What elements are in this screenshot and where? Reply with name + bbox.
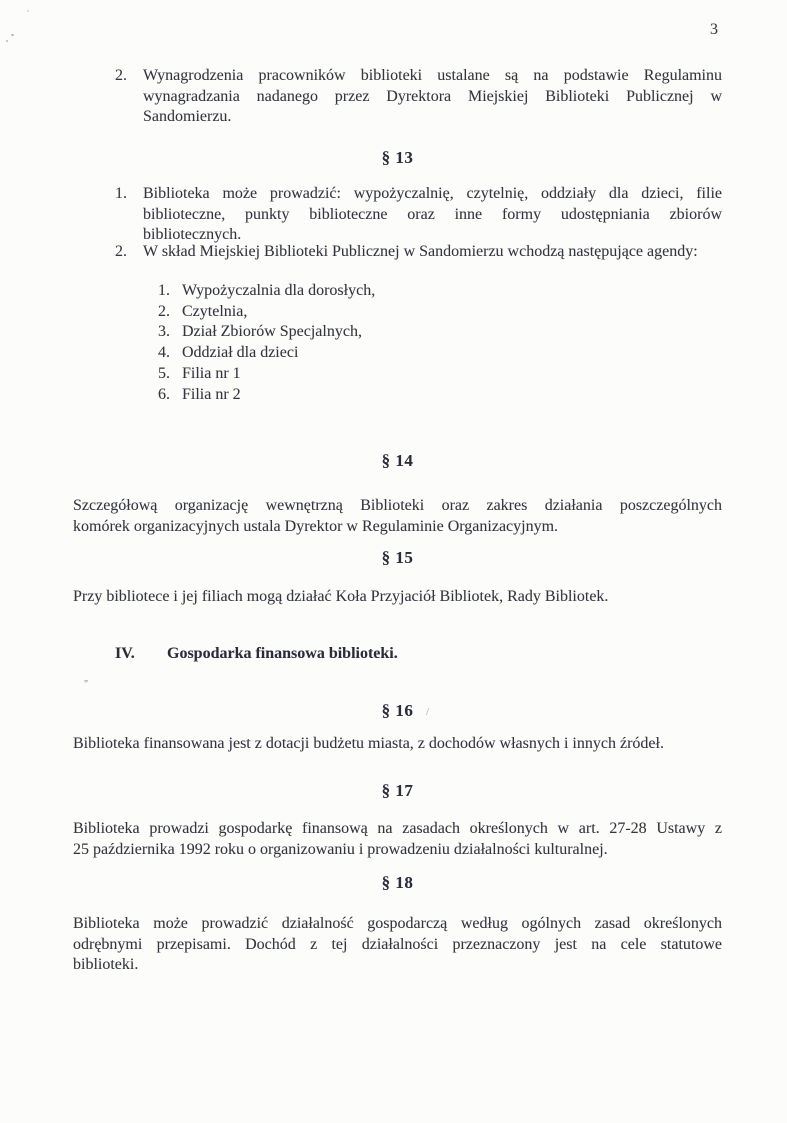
list-item-1 bbox=[115, 184, 722, 246]
scan-artifact-mark: / bbox=[426, 706, 430, 718]
paragraph-line: Biblioteka może prowadzić działalność gospodarczą według ogólnych zasad określonych bbox=[73, 915, 722, 932]
paragraph-18 bbox=[73, 914, 722, 976]
section-heading-17: § 17 bbox=[381, 781, 414, 800]
paragraph-line: W skład Miejskiej Biblioteki Publicznej w Sandomierzu wchodzą następujące agendy: bbox=[143, 243, 698, 260]
item-number: 6. bbox=[158, 385, 170, 403]
item-number: 4. bbox=[158, 344, 170, 362]
paragraph-line: biblioteki. bbox=[73, 956, 139, 973]
paragraph-line: Sandomierzu. bbox=[143, 108, 232, 125]
item-text: Filia nr 1 bbox=[182, 364, 241, 382]
section-heading-15: § 15 bbox=[381, 548, 414, 567]
section-heading-18: § 18 bbox=[381, 873, 414, 892]
chapter-title: Gospodarka finansowa biblioteki. bbox=[167, 645, 398, 662]
intro-list-item bbox=[115, 66, 722, 128]
item-number: 1. bbox=[115, 185, 127, 202]
paragraph-line: Biblioteka może prowadzić: wypożyczalnię, czytelnię, oddziały dla dzieci, filie bbox=[143, 185, 722, 202]
page-number: 3 bbox=[710, 21, 718, 38]
agendy-item bbox=[158, 302, 578, 323]
item-text: Czytelnia, bbox=[182, 302, 248, 320]
item-number: 3. bbox=[158, 323, 170, 341]
item-text: Filia nr 2 bbox=[182, 385, 241, 403]
item-number: 2. bbox=[158, 302, 170, 320]
paragraph-line: wynagradzania nadanego przez Dyrektora Miejskiej Biblioteki Publicznej w bbox=[143, 87, 722, 105]
agendy-item bbox=[158, 281, 578, 302]
paragraph-line: komórek organizacyjnych ustala Dyrektor w Regulaminie Organizacyjnym. bbox=[73, 517, 559, 535]
paragraph-line: odrębnymi przepisami. Dochód z tej działalności przeznaczony jest na cele statutowe bbox=[73, 935, 722, 953]
list-item-2 bbox=[115, 242, 755, 263]
scan-speck bbox=[6, 40, 8, 42]
agendy-list bbox=[158, 281, 578, 405]
item-number: 1. bbox=[158, 282, 170, 299]
paragraph-line: bibliotecznych. bbox=[143, 226, 242, 243]
chapter-number: IV. bbox=[115, 645, 135, 662]
paragraph-17 bbox=[73, 819, 722, 860]
scan-speck bbox=[11, 34, 14, 36]
paragraph-line: Szczegółową organizację wewnętrzną Biblioteki oraz zakres działania poszczególnych bbox=[73, 497, 722, 514]
paragraph-line: 25 października 1992 roku o organizowaniu i prowadzeniu działalności kulturalnej. bbox=[73, 840, 608, 858]
section-heading-14: § 14 bbox=[381, 451, 414, 470]
agendy-item bbox=[158, 322, 578, 343]
scan-speck bbox=[27, 10, 29, 12]
item-text: Oddział dla dzieci bbox=[182, 344, 299, 362]
item-number: 2. bbox=[115, 243, 127, 260]
chapter-heading-4 bbox=[115, 644, 615, 665]
paragraph-line: Biblioteka prowadzi gospodarkę finansową na zasadach określonych w art. 27-28 Ustawy z bbox=[73, 820, 722, 837]
paragraph-line: Wynagrodzenia pracowników biblioteki ustalane są na podstawie Regulaminu bbox=[143, 67, 722, 84]
agendy-item bbox=[158, 343, 578, 364]
item-number: 5. bbox=[158, 364, 170, 382]
scan-artifact-mark: „ bbox=[84, 673, 88, 683]
agendy-item bbox=[158, 364, 578, 385]
paragraph-16: Biblioteka finansowana jest z dotacji budżetu miasta, z dochodów własnych i innych źródeł. bbox=[73, 735, 664, 752]
item-text: Wypożyczalnia dla dorosłych, bbox=[182, 282, 376, 299]
section-heading-16: § 16 bbox=[381, 701, 414, 720]
paragraph-14 bbox=[73, 496, 722, 537]
item-number: 2. bbox=[115, 67, 127, 84]
item-text: Dział Zbiorów Specjalnych, bbox=[182, 323, 362, 341]
paragraph-15: Przy bibliotece i jej filiach mogą działać Koła Przyjaciół Bibliotek, Rady Bibliotek. bbox=[73, 588, 609, 605]
agendy-item bbox=[158, 385, 578, 406]
paragraph-line: biblioteczne, punkty biblioteczne oraz inne formy udostępniania zbiorów bbox=[143, 205, 722, 223]
section-heading-13: § 13 bbox=[381, 148, 414, 167]
